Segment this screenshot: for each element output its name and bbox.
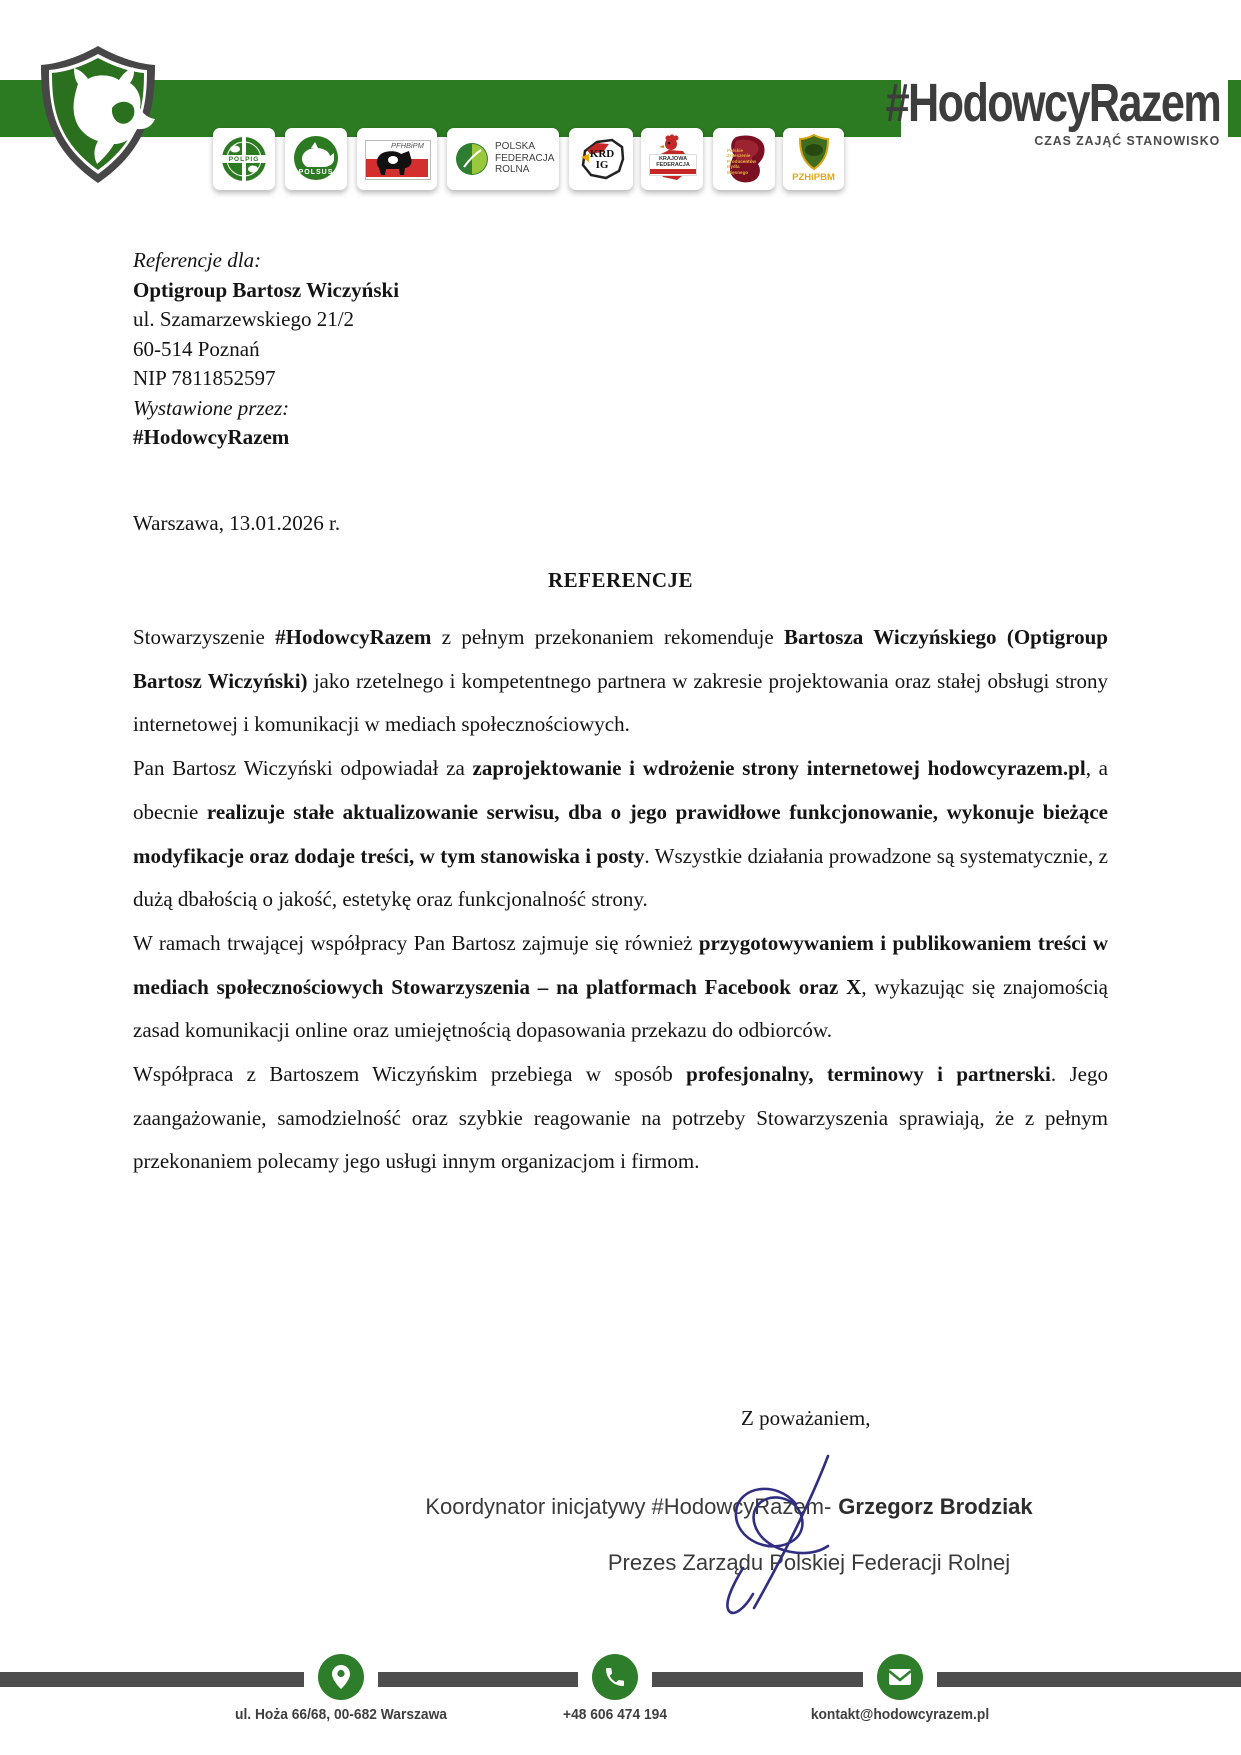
logo-krajowa-federacja	[641, 128, 703, 190]
footer-bar-segment	[652, 1672, 863, 1687]
hodowcyrazem-shield-logo	[36, 44, 160, 186]
logo-pfhbipm	[357, 128, 437, 190]
footer-phone: +48 606 474 194	[563, 1706, 667, 1723]
leaf-shape	[472, 144, 487, 174]
header-green-band-right	[1228, 80, 1241, 137]
location-icon	[318, 1654, 364, 1705]
recipient-block	[133, 246, 399, 453]
letter-body	[133, 616, 1108, 1184]
footer-bar-segment	[378, 1672, 578, 1687]
logo-pzhipbm-label: PZHiPBM	[792, 172, 835, 183]
logo-pzpbm-label: Polskie Zrzeszenie Producentów Bydła Mięsnego	[727, 148, 757, 175]
logo-polpig	[213, 128, 275, 190]
place-date-line: Warszawa, 13.01.2026 r.	[133, 511, 341, 535]
recipient-intro-label: Referencje dla:	[133, 248, 262, 272]
logo-pzpbm	[713, 128, 775, 190]
logo-polpig-label: POLPIG	[228, 155, 260, 163]
logo-pfhbipm-label: PFHBiPM	[391, 141, 424, 150]
signer-title: Prezes Zarządu Polskiej Federacji Rolnej	[607, 1550, 1011, 1575]
brand-wordmark: #HodowcyRazem	[885, 73, 1220, 133]
brand-block	[802, 73, 1220, 148]
logo-polsus-label: POLSUS	[298, 169, 334, 176]
rooster-head	[665, 138, 677, 150]
logo-pfr-label: POLSKA FEDERACJA ROLNA	[495, 141, 554, 175]
logo-krd-ig	[569, 128, 633, 190]
recipient-postal-city: 60-514 Poznań	[133, 336, 260, 361]
recipient-name: Optigroup Bartosz Wiczyński	[133, 277, 400, 302]
recipient-street: ul. Szamarzewskiego 21/2	[133, 307, 355, 331]
recipient-nip: NIP 7811852597	[133, 366, 276, 390]
footer-email: kontakt@hodowcyrazem.pl	[810, 1706, 990, 1723]
handwritten-signature	[688, 1450, 858, 1615]
logo-krd-ig-label: KRD IG	[589, 148, 615, 171]
logo-pzhipbm	[783, 128, 844, 190]
signer-role: Koordynator inicjatywy #HodowcyRazem-	[425, 1494, 832, 1519]
logo-polska-federacja-rolna	[447, 128, 559, 190]
logo-polsus	[285, 128, 347, 190]
issued-by: #HodowcyRazem	[133, 425, 290, 449]
phone-icon	[592, 1654, 638, 1705]
letter-title: REFERENCJE	[547, 568, 694, 592]
footer-bar-segment	[937, 1672, 1241, 1687]
issued-by-label: Wystawione przez:	[133, 395, 290, 420]
footer-address: ul. Hoża 66/68, 00-682 Warszawa	[235, 1706, 447, 1723]
closing-line: Z poważaniem,	[741, 1406, 871, 1430]
logo-krajowa-federacja-label: KRAJOWA FEDERACJA	[656, 156, 690, 168]
footer-bar-segment	[0, 1672, 304, 1687]
letter-paragraph: Stowarzyszenie #HodowcyRazem z pełnym przekonaniem rekomenduje Bartosza Wiczyńskiego (Optigroup Bartosz Wiczyński) jako rzetelnego i kompetentnego partnera w zakresie projektowania oraz stałej obsługi strony internetowej i komunikacji w mediach społecznościowych.	[133, 625, 1109, 737]
brand-tagline: CZAS ZAJĄĆ STANOWISKO	[1034, 133, 1220, 148]
letter-paragraph: Współpraca z Bartoszem Wiczyńskim przebiega w sposób profesjonalny, terminowy i partnerski. Jego zaangażowanie, samodzielność oraz szybkie reagowanie na potrzeby Stowarzyszenia sprawiają, że z pełnym przekonaniem polecamy jego usługi innym organizacjom i firmom.	[133, 1062, 1109, 1174]
signer-name: Grzegorz Brodziak	[838, 1494, 1033, 1519]
logo-krajowa-federacja-strip	[650, 169, 696, 174]
email-icon	[877, 1654, 923, 1705]
bison-silhouette	[805, 144, 823, 156]
letter-paragraph: Pan Bartosz Wiczyński odpowiadał za zaprojektowanie i wdrożenie strony internetowej hodowcyrazem.pl, a obecnie realizuje stałe aktualizowanie serwisu, dba o jego prawidłowe funkcjonowanie, wykonuje bieżące modyfikacje oraz dodaje treści, w tym stanowiska i posty. Wszystkie działania prowadzone są systematycznie, z dużą dbałością o jakość, estetykę oraz funkcjonalność strony.	[133, 756, 1108, 912]
letter-paragraph: W ramach trwającej współpracy Pan Bartosz zajmuje się również przygotowywaniem i publikowaniem treści w mediach społecznościowych Stowarzyszenia – na platformach Facebook oraz X, wykazując się znajomością zasad komunikacji online oraz umiejętnością dopasowania przekazu do odbiorców.	[133, 930, 1109, 1043]
